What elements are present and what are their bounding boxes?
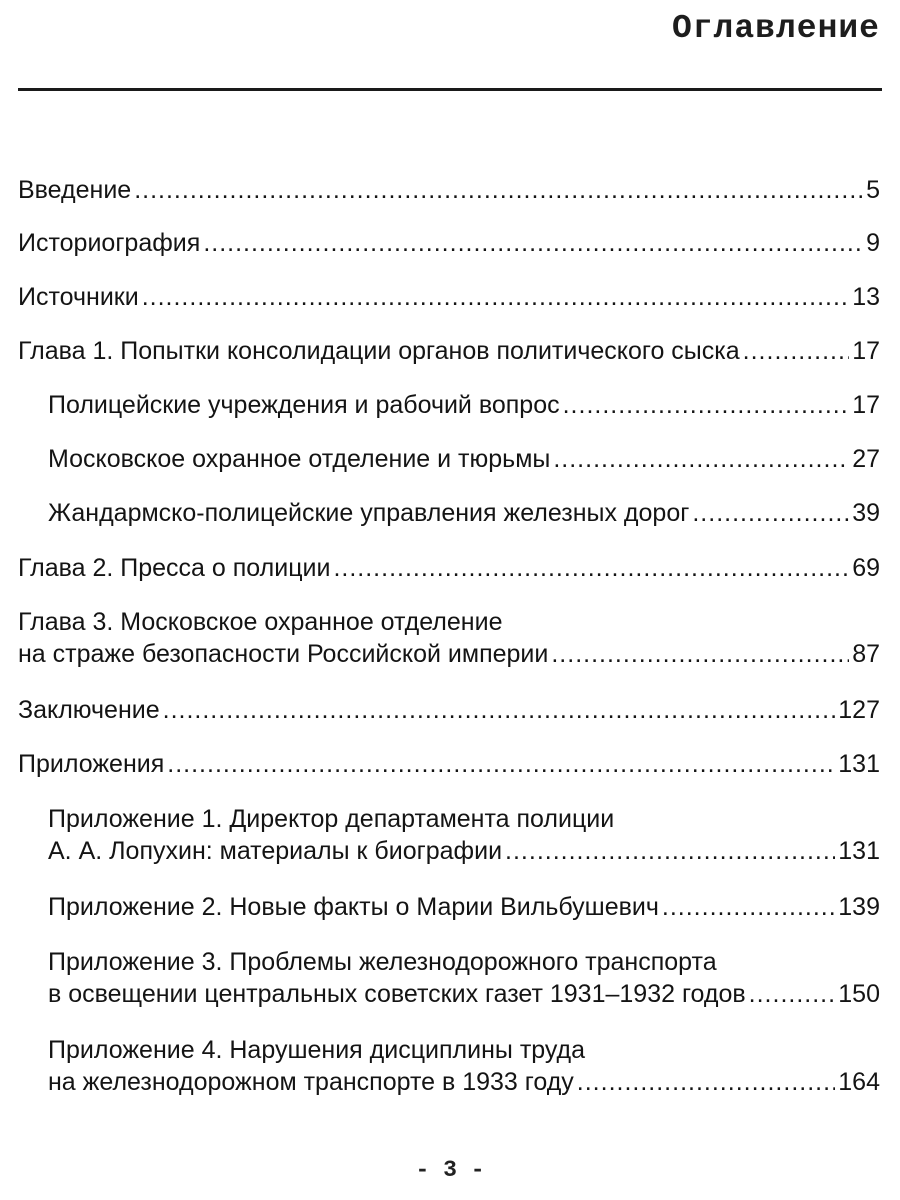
toc-entry-row (18, 174, 880, 206)
toc-page-number: 5 (866, 176, 880, 204)
toc-page-number: 127 (838, 696, 880, 724)
dot-leader (551, 638, 849, 670)
toc-entry (18, 748, 880, 780)
dot-leader (163, 694, 836, 726)
dot-leader (505, 835, 835, 867)
toc-entry-title-line: Глава 3. Московское охранное отделение (18, 608, 503, 636)
toc-entry (18, 335, 880, 367)
toc-entry-title: Жандармско-полицейские управления железных дорог (48, 499, 690, 527)
toc-entry-row (18, 227, 880, 259)
toc-entry-title: Полицейские учреждения и рабочий вопрос (48, 391, 560, 419)
toc-page-number: 131 (838, 837, 880, 865)
toc-entry-title: Историография (18, 229, 201, 257)
dot-leader (134, 174, 863, 206)
toc-page-number: 150 (838, 980, 880, 1008)
toc-entry-row (18, 281, 880, 313)
toc-entry-row (48, 497, 880, 529)
toc-page-number: 9 (866, 229, 880, 257)
toc-page-number: 39 (852, 499, 880, 527)
toc-entry-title-line: Приложение 1. Директор департамента полиции (48, 805, 615, 833)
dot-leader (577, 1066, 836, 1098)
toc-entry (18, 552, 880, 584)
toc-subentry (18, 389, 880, 421)
toc-entry-title: Источники (18, 283, 139, 311)
dot-leader (692, 497, 849, 529)
toc-entry-row (18, 748, 880, 780)
toc-entry-title-line: Приложение 4. Нарушения дисциплины труда (48, 1036, 586, 1064)
toc-page-number: 17 (852, 391, 880, 419)
toc-subentry (18, 1034, 880, 1098)
toc-entry-title: Глава 2. Пресса о полиции (18, 554, 331, 582)
toc-page-number: 69 (852, 554, 880, 582)
dot-leader (142, 281, 849, 313)
toc-entry-row (48, 835, 880, 867)
toc-entry (18, 227, 880, 259)
toc-entry-title: Введение (18, 176, 132, 204)
toc-entry (18, 174, 880, 206)
toc-entry-title: Глава 1. Попытки консолидации органов политического сыска (18, 337, 740, 365)
page-header (18, 0, 882, 91)
toc-subentry (18, 946, 880, 1010)
toc-entry-row (48, 891, 880, 923)
toc-entry-row (18, 694, 880, 726)
toc-page-number: 87 (852, 640, 880, 668)
dot-leader (553, 443, 849, 475)
toc-entry-title: на страже безопасности Российской империи (18, 640, 549, 668)
toc-page-number: 131 (838, 750, 880, 778)
toc-entry-title: на железнодорожном транспорте в 1933 году (48, 1068, 574, 1096)
dot-leader (333, 552, 849, 584)
toc-page-number: 17 (852, 337, 880, 365)
toc-entry-title-line: Приложение 3. Проблемы железнодорожного транспорта (48, 948, 717, 976)
dot-leader (167, 748, 835, 780)
toc-entry (18, 281, 880, 313)
toc-entry (18, 694, 880, 726)
toc-subentry (18, 497, 880, 529)
toc-subentry (18, 803, 880, 867)
toc-entry-row (18, 638, 880, 670)
toc-subentry (18, 443, 880, 475)
toc-entry-title: А. А. Лопухин: материалы к биографии (48, 837, 503, 865)
toc-subentry (18, 891, 880, 923)
toc-entry-row (48, 978, 880, 1010)
toc-entry-row (48, 389, 880, 421)
toc-page-number: 27 (852, 445, 880, 473)
dot-leader (563, 389, 850, 421)
toc-page-number: 13 (852, 283, 880, 311)
toc-entry-title: Приложение 2. Новые факты о Марии Вильбушевич (48, 893, 659, 921)
toc-entry-row (48, 1066, 880, 1098)
dot-leader (743, 335, 850, 367)
page-title: Оглавление (671, 10, 880, 47)
toc-entry (18, 606, 880, 670)
dot-leader (749, 978, 836, 1010)
toc-entry-row (48, 443, 880, 475)
toc-page-number: 164 (838, 1068, 880, 1096)
toc-page-number: 139 (838, 893, 880, 921)
toc-entry-title: Московское охранное отделение и тюрьмы (48, 445, 551, 473)
toc-entry-title: в освещении центральных советских газет 1931–1932 годов (48, 980, 746, 1008)
toc-entry-title: Приложения (18, 750, 165, 778)
dot-leader (662, 891, 835, 923)
page-number: - 3 - (415, 1157, 485, 1183)
toc-entry-row (18, 335, 880, 367)
toc-entry-title: Заключение (18, 696, 160, 724)
dot-leader (203, 227, 863, 259)
toc-entry-row (18, 552, 880, 584)
